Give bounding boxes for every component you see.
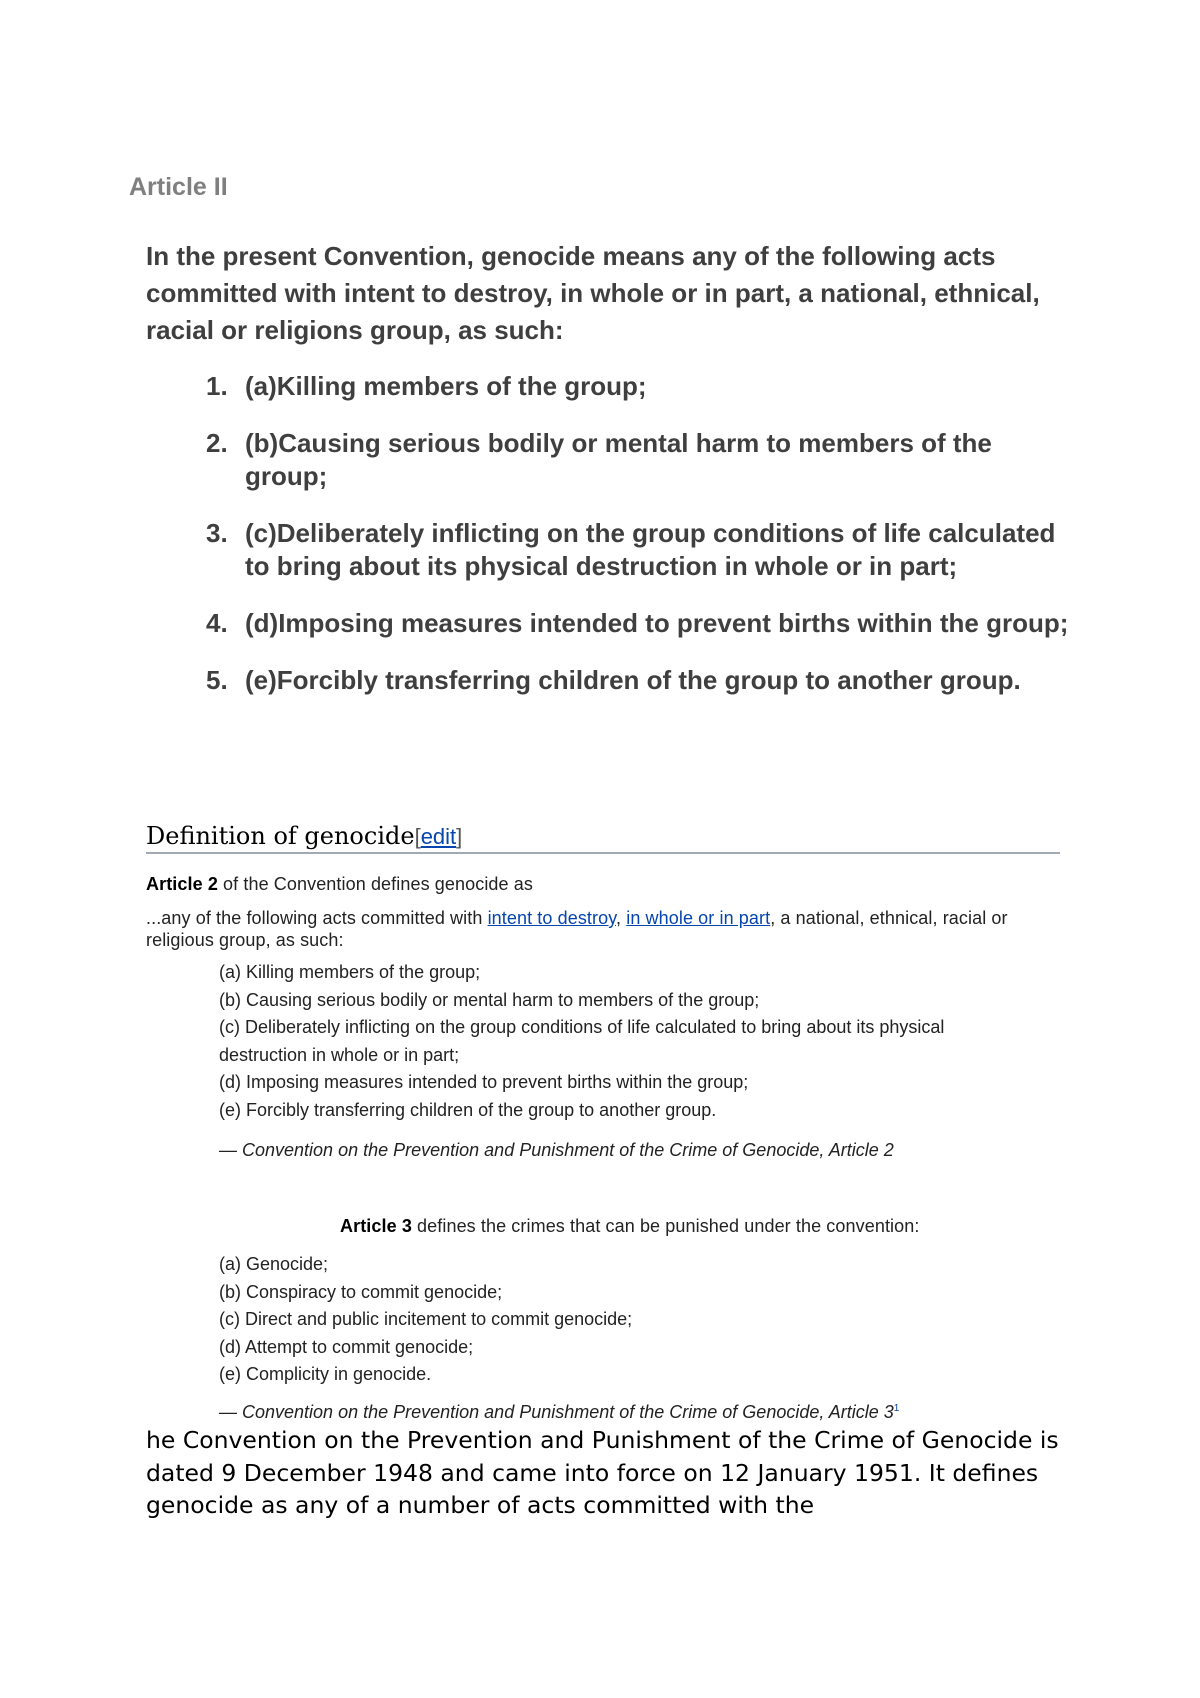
article-2-list	[219, 959, 1019, 1124]
list-item: (c) Deliberately inflicting on the group conditions of life calculated to bring about its physical destruction in whole or in part;	[219, 1017, 945, 1065]
edit-bracket-open: [	[414, 824, 421, 849]
list-item: (e) Forcibly transferring children of the group to another group.	[219, 1099, 717, 1120]
article-3-text: defines the crimes that can be punished under the convention:	[411, 1216, 920, 1236]
list-number: 1.	[206, 371, 228, 401]
in-whole-or-in-part-link[interactable]: in whole or in part	[626, 908, 771, 928]
list-item	[146, 607, 1076, 640]
list-item-text: (b)Causing serious bodily or mental harm to members of the group;	[245, 428, 992, 491]
section-heading	[146, 822, 1060, 854]
article-2-label: Article 2	[146, 874, 218, 894]
citation-text: — Convention on the Prevention and Punishment of the Crime of Genocide, Article 3	[219, 1402, 894, 1422]
list-item-text: (c)Deliberately inflicting on the group conditions of life calculated to bring about its physical destruction in whole or in part;	[245, 518, 1056, 581]
edit-section	[415, 824, 463, 849]
reference-marker[interactable]: 1	[893, 1403, 900, 1414]
definition-text: of the Convention defines genocide as	[217, 874, 533, 894]
article-3-label: Article 3	[340, 1216, 412, 1236]
quote-separator: ,	[616, 908, 627, 928]
list-item-text: (e)Forcibly transferring children of the group to another group.	[245, 665, 1021, 695]
list-number: 2.	[206, 428, 228, 458]
article-3-list	[219, 1251, 1019, 1389]
quote-paragraph	[146, 907, 1066, 951]
list-number: 4.	[206, 608, 228, 638]
article-heading: Article II	[129, 173, 228, 201]
citation-article-2: — Convention on the Prevention and Punishment of the Crime of Genocide, Article 2	[219, 1140, 894, 1160]
list-item: (c) Direct and public incitement to commit genocide;	[219, 1309, 633, 1329]
list-item: (a) Killing members of the group;	[219, 962, 481, 982]
list-number: 3.	[206, 518, 228, 548]
list-item-text: (d)Imposing measures intended to prevent births within the group;	[245, 608, 1069, 638]
quote-text: , a national, ethnical, racial or religious group, as such:	[146, 908, 1008, 950]
edit-link[interactable]: edit	[420, 824, 457, 849]
list-item	[146, 370, 1076, 403]
list-item: (b) Causing serious bodily or mental harm to members of the group;	[219, 989, 760, 1010]
acts-list	[146, 370, 1076, 721]
list-item: (d) Attempt to commit genocide;	[219, 1336, 474, 1357]
list-item: (d) Imposing measures intended to prevent births within the group;	[219, 1072, 749, 1092]
list-item	[146, 664, 1076, 697]
intent-to-destroy-link[interactable]: intent to destroy	[487, 908, 617, 928]
quote-text: ...any of the following acts committed with	[146, 908, 488, 928]
body-paragraph: he Convention on the Prevention and Punishment of the Crime of Genocide is dated 9 December 1948 and came into force on 12 January 1951. It defines genocide as any of a number of acts committed with the	[146, 1426, 1059, 1519]
article-3-paragraph	[340, 1215, 1040, 1237]
list-item: (b) Conspiracy to commit genocide;	[219, 1281, 503, 1302]
list-item	[146, 517, 1076, 583]
section-title: Definition of genocide	[146, 822, 415, 850]
list-number: 5.	[206, 665, 228, 695]
intro-paragraph: In the present Convention, genocide means any of the following acts committed with intent to destroy, in whole or in part, a national, ethnical, racial or religions group, as such:	[146, 241, 1040, 345]
citation-article-3	[219, 1402, 1069, 1423]
definition-paragraph	[146, 873, 1066, 895]
edit-bracket-close: ]	[456, 824, 463, 849]
list-item: (e) Complicity in genocide.	[219, 1364, 432, 1384]
list-item	[146, 427, 1076, 493]
list-item-text: (a)Killing members of the group;	[245, 371, 647, 401]
list-item: (a) Genocide;	[219, 1254, 329, 1274]
